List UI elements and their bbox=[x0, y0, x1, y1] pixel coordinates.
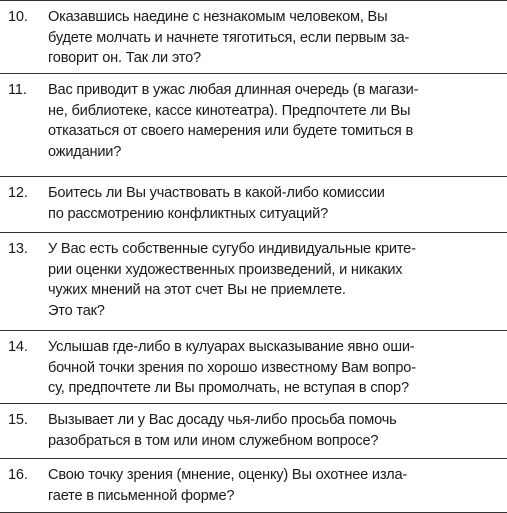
question-line: по рассмотрению конфликтных ситуаций? bbox=[48, 205, 328, 222]
question-text bbox=[48, 459, 507, 512]
question-line: Это так? bbox=[48, 302, 105, 319]
question-row-16 bbox=[0, 459, 507, 513]
question-number: 15. bbox=[8, 412, 28, 428]
question-text bbox=[48, 177, 507, 232]
question-text bbox=[48, 404, 507, 458]
question-row-12 bbox=[0, 177, 507, 233]
question-line: рии оценки художественных произведений, и никаких bbox=[48, 261, 403, 278]
question-number: 10. bbox=[8, 9, 28, 25]
question-line: чужих мнений на этот счет Вы не приемлете. bbox=[48, 282, 346, 298]
question-line: Услышав где-либо в кулуарах высказывание явно оши- bbox=[48, 339, 415, 355]
question-line: Вызывает ли у Вас досаду чья-либо просьба помочь bbox=[48, 412, 397, 428]
question-line: бочной точки зрения по хорошо известному Вам вопро- bbox=[48, 359, 416, 376]
question-line: говорит он. Так ли это? bbox=[48, 50, 201, 66]
question-number: 13. bbox=[8, 241, 28, 257]
question-text bbox=[48, 331, 507, 403]
question-row-11 bbox=[0, 74, 507, 177]
question-row-13 bbox=[0, 233, 507, 331]
question-line: Оказавшись наедине с незнакомым человеком, Вы bbox=[48, 9, 388, 25]
question-line: Свою точку зрения (мнение, оценку) Вы охотнее изла- bbox=[48, 467, 408, 483]
question-text bbox=[48, 74, 507, 176]
question-line: не, библиотеке, кассе кинотеатра). Предпочтете ли Вы bbox=[48, 102, 411, 119]
question-line: разобраться в том или ином служебном вопросе? bbox=[48, 432, 379, 449]
question-row-14 bbox=[0, 331, 507, 404]
question-line: У Вас есть собственные сугубо индивидуальные крите- bbox=[48, 241, 416, 257]
question-line: су, предпочтете ли Вы промолчать, не вступая в спор? bbox=[48, 380, 409, 396]
question-number: 16. bbox=[8, 467, 28, 483]
question-text bbox=[48, 1, 507, 73]
question-row-15 bbox=[0, 404, 507, 459]
question-number: 14. bbox=[8, 339, 28, 355]
question-line: будете молчать и начнете тяготиться, если первым за- bbox=[48, 29, 410, 46]
question-line: гаете в письменной форме? bbox=[48, 487, 235, 504]
question-line: Вас приводит в ужас любая длинная очередь (в магази- bbox=[48, 82, 419, 98]
question-line: ожидании? bbox=[48, 143, 122, 160]
question-row-10 bbox=[0, 1, 507, 74]
question-line: отказаться от своего намерения или будете томиться в bbox=[48, 123, 413, 139]
question-text bbox=[48, 233, 507, 330]
question-line: Боитесь ли Вы участвовать в какой-либо комиссии bbox=[48, 185, 385, 201]
question-number: 11. bbox=[8, 82, 27, 98]
question-number: 12. bbox=[8, 185, 28, 201]
